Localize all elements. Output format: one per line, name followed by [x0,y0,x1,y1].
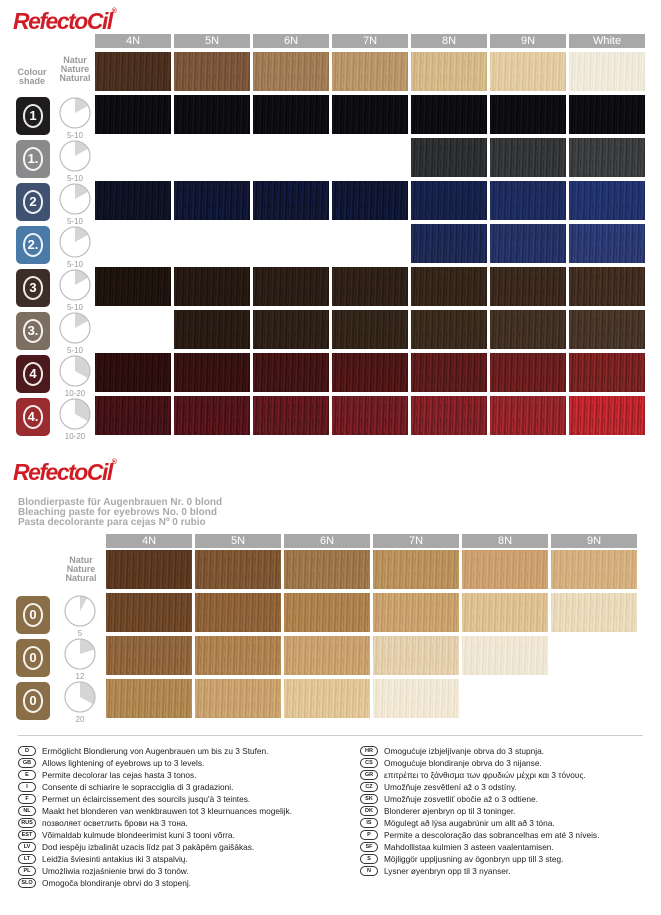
column-header: 5N [195,534,281,548]
result-swatch [462,636,548,675]
timer-icon [59,355,91,398]
result-swatch [490,181,566,220]
result-swatch [373,593,459,632]
lang-item: SF Mahdollistaa kulmien 3 asteen vaalentamisen. [360,841,554,853]
result-swatch [411,310,487,349]
timer-icon [59,140,91,183]
natural-swatch [569,52,645,91]
natural-swatch [490,52,566,91]
lang-item: LT Leidžia šviesinti antakius iki 3 atspalvių. [18,853,188,865]
shade-badge [16,183,50,221]
lang-item: NL Maakt het blonderen van wenkbrauwen tot 3 kleurnuances mogelijk. [18,805,292,817]
timer-icon [64,638,96,681]
result-swatch [253,95,329,134]
result-swatch [490,353,566,392]
result-swatch [490,267,566,306]
result-swatch [332,353,408,392]
result-swatch [195,679,281,718]
shade-number: 1. [27,151,39,167]
brand-logo: RefectoCil® [13,8,116,34]
result-swatch [253,267,329,306]
lang-item: LV Dod iespēju izbalināt uzacis līdz pat 3 pakāpēm gaišākas. [18,841,254,853]
result-swatch [569,95,645,134]
time-label: 12 [75,672,85,681]
natural-swatch [106,550,192,589]
timer-icon [59,97,91,140]
time-label: 5-10 [66,217,83,226]
result-swatch [411,267,487,306]
shade-badge [16,269,50,307]
result-swatch [569,267,645,306]
lang-item: E Permite decolorar las cejas hasta 3 tonos. [18,769,197,781]
shade-badge [16,596,50,634]
timer-icon [59,398,91,441]
column-header: 7N [373,534,459,548]
subtitle-de: Blondierpaste für Augenbrauen Nr. 0 blond [18,497,223,508]
lang-item: PL Umożliwia rozjaśnienie brwi do 3 tonów. [18,865,189,877]
natur-label: Natur Nature Natural [59,55,91,83]
result-swatch [569,181,645,220]
result-swatch [95,181,171,220]
result-swatch [195,593,281,632]
result-swatch [253,396,329,435]
result-swatch [490,396,566,435]
result-swatch [569,310,645,349]
time-label: 5-10 [66,260,83,269]
column-header: 5N [174,34,250,48]
result-swatch [95,353,171,392]
result-swatch [411,95,487,134]
result-swatch [174,396,250,435]
time-label: 5-10 [66,346,83,355]
lang-item: RUS позволяет осветлить брови на 3 тона. [18,817,188,829]
natural-swatch [195,550,281,589]
time-label: 10-20 [64,432,86,441]
lang-item: N Lysner øyenbryn opp til 3 nyanser. [360,865,511,877]
shade-number: 0 [29,650,37,666]
result-swatch [490,95,566,134]
lang-item: IS Mögulegt að lýsa augabrúnir um allt að 3 tóna. [360,817,555,829]
result-swatch [332,181,408,220]
natural-swatch [373,550,459,589]
shade-badge [16,312,50,350]
column-header: 9N [490,34,566,48]
result-swatch [284,636,370,675]
result-swatch [174,353,250,392]
result-swatch [569,396,645,435]
lang-item: F Permet un éclaircissement des sourcils jusqu'à 3 teintes. [18,793,250,805]
result-swatch [95,95,171,134]
result-swatch [490,138,566,177]
lang-item: EST Võimaldab kulmude blondeerimist kuni 3 tooni võrra. [18,829,235,841]
shade-number: 4 [29,366,37,382]
timer-icon [64,681,96,724]
result-swatch [95,267,171,306]
shade-badge [16,355,50,393]
time-label: 20 [75,715,85,724]
lang-item: I Consente di schiarire le sopracciglia di 3 gradazioni. [18,781,233,793]
column-header: 9N [551,534,637,548]
shade-number: 0 [29,607,37,623]
column-header: 8N [462,534,548,548]
result-swatch [373,636,459,675]
result-swatch [174,181,250,220]
shade-badge [16,682,50,720]
timer-icon [59,226,91,269]
subtitle-en: Bleaching paste for eyebrows No. 0 blond [18,507,217,518]
result-swatch [332,267,408,306]
colour-shade-label: Colour shade [17,67,47,86]
result-swatch [253,353,329,392]
result-swatch [490,224,566,263]
lang-item: CZ Umožňuje zesvětlení až o 3 odstíny. [360,781,517,793]
timer-icon [64,595,96,638]
result-swatch [174,310,250,349]
result-swatch [373,679,459,718]
timer-icon [59,183,91,226]
timer-icon [59,269,91,312]
shade-number: 1 [29,108,37,124]
result-swatch [332,310,408,349]
result-swatch [253,310,329,349]
natural-swatch [462,550,548,589]
lang-item: P Permite a descoloração das sobrancelhas em até 3 níveis. [360,829,599,841]
shade-badge [16,226,50,264]
column-header: 4N [95,34,171,48]
time-label: 5-10 [66,303,83,312]
lang-item: D Ermöglicht Blondierung von Augenbrauen um bis zu 3 Stufen. [18,745,268,757]
timer-icon [59,312,91,355]
lang-item: CS Omogućuje blondiranje obrva do 3 nijanse. [360,757,542,769]
result-swatch [411,224,487,263]
shade-badge [16,140,50,178]
natural-swatch [411,52,487,91]
result-swatch [106,679,192,718]
shade-number: 0 [29,693,37,709]
result-swatch [569,138,645,177]
result-swatch [462,593,548,632]
result-swatch [284,593,370,632]
lang-item: GB Allows lightening of eyebrows up to 3 levels. [18,757,204,769]
result-swatch [253,181,329,220]
lang-item: DK Blonderer øjenbryn op til 3 toninger. [360,805,515,817]
natural-swatch [95,52,171,91]
result-swatch [411,353,487,392]
shade-number: 3 [29,280,37,296]
natural-swatch [253,52,329,91]
result-swatch [95,396,171,435]
shade-badge [16,639,50,677]
lang-item: SLO Omogoča blondiranje obrvi do 3 stopenj. [18,877,191,889]
time-label: 5-10 [66,131,83,140]
shade-number: 4. [27,409,39,425]
column-header: 4N [106,534,192,548]
result-swatch [411,181,487,220]
brand-logo: RefectoCil® [13,459,116,485]
column-header: 7N [332,34,408,48]
time-label: 5-10 [66,174,83,183]
result-swatch [411,396,487,435]
column-header: 8N [411,34,487,48]
result-swatch [569,353,645,392]
natural-swatch [174,52,250,91]
result-swatch [332,95,408,134]
natural-swatch [284,550,370,589]
natural-swatch [551,550,637,589]
natural-swatch [332,52,408,91]
result-swatch [174,267,250,306]
lang-item: SK Umožňuje zosvetliť obočie až o 3 odtiene. [360,793,538,805]
time-label: 10-20 [64,389,86,398]
result-swatch [195,636,281,675]
lang-item: GR επιτρέπει το ξάνθισμα των φρυδιών μέχρι και 3 τόνους. [360,769,586,781]
column-header: White [569,34,645,48]
shade-number: 3. [27,323,39,339]
result-swatch [490,310,566,349]
shade-number: 2. [27,237,39,253]
shade-number: 2 [29,194,37,210]
result-swatch [551,593,637,632]
time-label: 5 [77,629,83,638]
natur-label: Natur Nature Natural [65,555,97,583]
shade-badge [16,97,50,135]
column-header: 6N [253,34,329,48]
result-swatch [284,679,370,718]
result-swatch [411,138,487,177]
result-swatch [174,95,250,134]
result-swatch [106,593,192,632]
lang-item: HR Omogućuje izbjeljivanje obrva do 3 stupnja. [360,745,544,757]
divider [18,735,643,736]
result-swatch [569,224,645,263]
column-header: 6N [284,534,370,548]
lang-item: S Möjliggör uppljusning av ögonbryn upp till 3 steg. [360,853,563,865]
subtitle-es: Pasta decolorante para cejas Nº 0 rubio [18,517,206,528]
result-swatch [106,636,192,675]
result-swatch [332,396,408,435]
shade-badge [16,398,50,436]
